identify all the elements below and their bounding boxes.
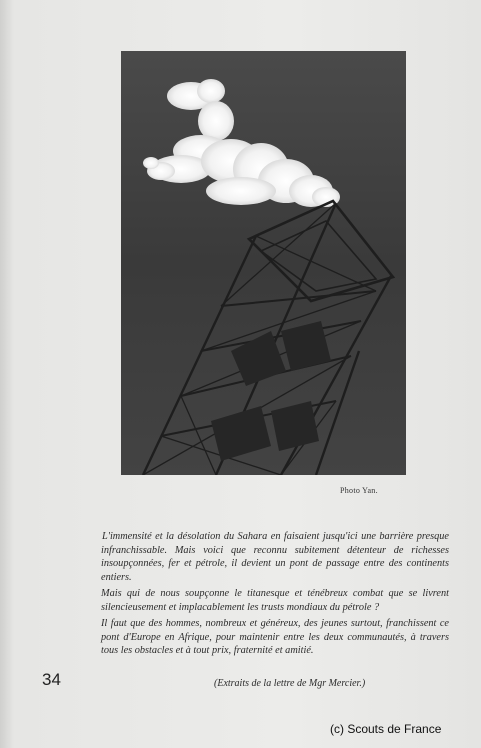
paragraph-1: L'immensité et la désolation du Sahara en faisaient jusqu'ici une barrière presque infranchissable. Mais voici que reconnu subitement détenteur de richesses insoupçonnées, fer et pétrole, il devient un pont de passage entre des continents entiers. [101,531,449,583]
derrick-illustration [121,51,406,475]
paragraph-3: Il faut que des hommes, nombreux et généreux, des jeunes surtout, franchissent ce pont d'Europe en Afrique, pour maintenir entre les deux communautés, à travers tous les obstacles et à tout prix, fraternité et amitié. [101,618,449,656]
paragraph-2: Mais qui de nous soupçonne le titanesque et ténébreux combat que se livrent silencieusement et implacablement les trusts mondiaux du pétrole ? [101,588,449,613]
photo-credit: Photo Yan. [340,486,378,495]
page-number: 34 [42,670,61,689]
copyright-notice: (c) Scouts de France [330,722,442,736]
article-body [101,530,449,661]
signoff: (Extraits de la lettre de Mgr Mercier.) [214,678,366,689]
flame-cloud [143,79,340,207]
oil-derrick-photo [121,51,406,475]
